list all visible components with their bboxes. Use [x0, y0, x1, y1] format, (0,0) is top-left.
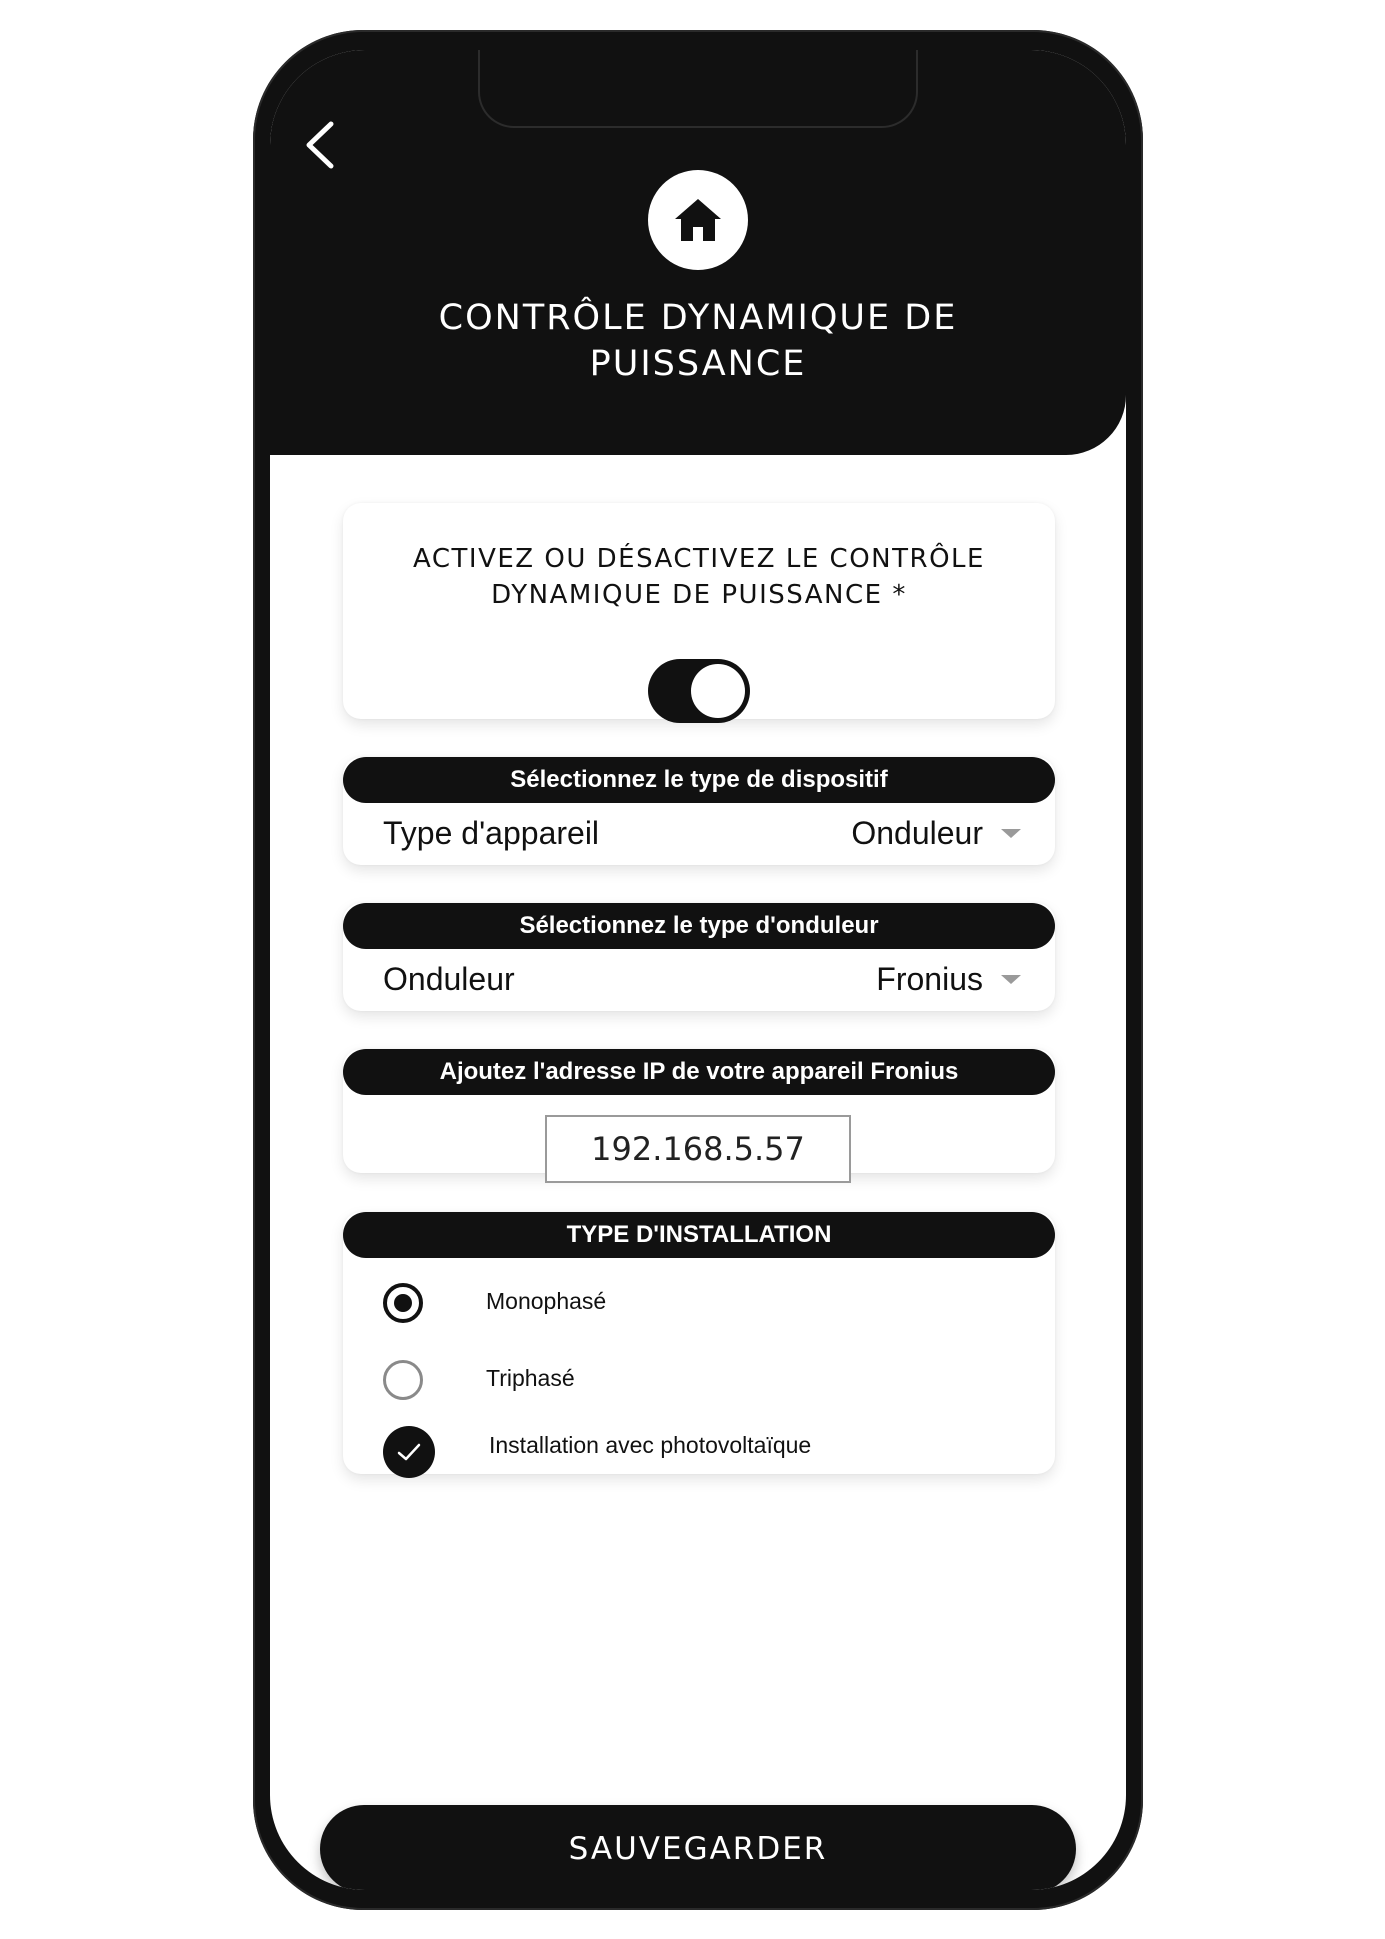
inverter-select[interactable]: [876, 961, 1021, 998]
toggle-card-title: ACTIVEZ OU DÉSACTIVEZ LE CONTRÔLE DYNAMIQUE DE PUISSANCE *: [413, 544, 985, 610]
ip-address-header: Ajoutez l'adresse IP de votre appareil Fronius: [343, 1049, 1055, 1095]
phone-notch: [480, 50, 916, 126]
option-triphase-label: Triphasé: [486, 1365, 575, 1391]
option-photovoltaic[interactable]: [343, 1414, 1055, 1484]
device-type-value: Onduleur: [851, 815, 983, 851]
dynamic-power-toggle[interactable]: [648, 659, 750, 723]
option-monophase-label: Monophasé: [486, 1288, 607, 1314]
home-icon: [672, 196, 724, 244]
home-badge: [648, 170, 748, 270]
checkmark-icon: [396, 1441, 422, 1463]
caret-down-icon: [1001, 829, 1021, 838]
toggle-knob: [691, 664, 745, 718]
option-monophase[interactable]: [343, 1268, 1055, 1338]
radio-triphase[interactable]: [383, 1360, 423, 1400]
caret-down-icon: [1001, 975, 1021, 984]
device-type-select[interactable]: [851, 815, 1021, 852]
photovoltaic-checkbox[interactable]: [383, 1426, 435, 1478]
inverter-type-header: Sélectionnez le type d'onduleur: [343, 903, 1055, 949]
chevron-left-icon: [303, 120, 337, 170]
page-title: CONTRÔLE DYNAMIQUE DE PUISSANCE: [438, 298, 958, 384]
option-photovoltaic-label: Installation avec photovoltaïque: [489, 1432, 812, 1458]
installation-type-card: [343, 1212, 1055, 1474]
installation-type-header: TYPE D'INSTALLATION: [343, 1212, 1055, 1258]
radio-monophase[interactable]: [383, 1283, 423, 1323]
inverter-type-card: [343, 903, 1055, 1011]
ip-address-card: [343, 1049, 1055, 1173]
inverter-label: Onduleur: [383, 961, 515, 997]
ip-address-input[interactable]: [545, 1115, 851, 1183]
option-triphase[interactable]: [343, 1345, 1055, 1415]
device-type-card: [343, 757, 1055, 865]
back-button[interactable]: [290, 110, 350, 180]
inverter-value: Fronius: [876, 961, 983, 997]
phone-frame: [253, 30, 1143, 1910]
device-type-header: Sélectionnez le type de dispositif: [343, 757, 1055, 803]
app-screen: [270, 50, 1126, 1890]
save-button[interactable]: SAUVEGARDER: [320, 1805, 1076, 1890]
dynamic-power-toggle-card: [343, 503, 1055, 719]
device-type-label: Type d'appareil: [383, 815, 600, 851]
